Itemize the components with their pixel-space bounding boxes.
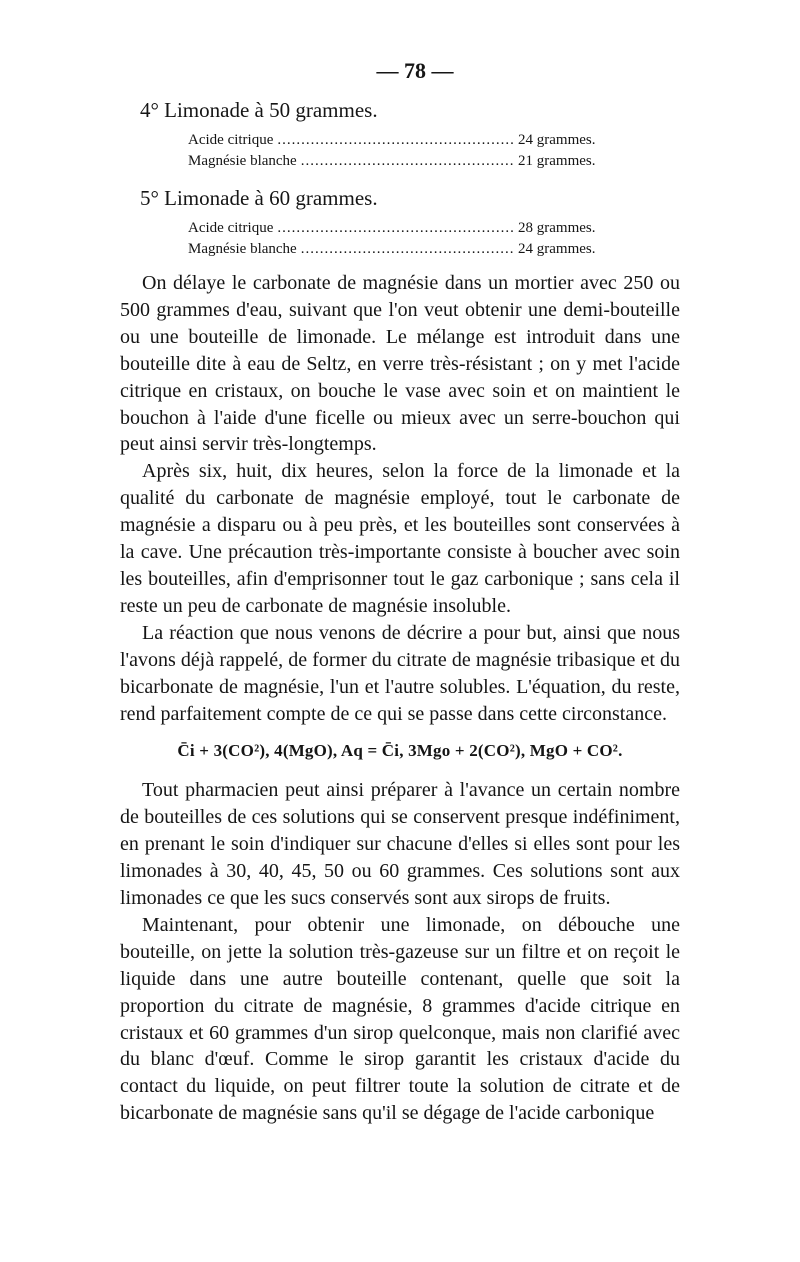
recipe-heading: 5° Limonade à 60 grammes. [140, 186, 378, 210]
ingredient-amount: 21 grammes. [518, 153, 596, 169]
ingredient-list [188, 218, 618, 260]
ingredient-row [188, 239, 618, 260]
ingredient-row [188, 130, 618, 151]
dot-leader [301, 239, 514, 260]
body-text [120, 270, 680, 1127]
ingredient-list [188, 130, 618, 172]
paragraph: Tout pharmacien peut ainsi préparer à l'avance un certain nombre de bouteilles de ces solutions qui se conservent presque indéfiniment, en prenant le soin d'indiquer sur chacune d'elles si elles sont pour les limonades à 30, 40, 45, 50 ou 60 grammes. Ces solutions sont aux limonades ce que les sucs conservés sont aux sirops de fruits. [120, 779, 680, 910]
dot-leader [301, 151, 514, 172]
dot-leader [277, 218, 514, 239]
paragraph: On délaye le carbonate de magnésie dans un mortier avec 250 ou 500 grammes d'eau, suivant que l'on veut obtenir une demi-bouteille ou une bouteille de limonade. Le mélange est introduit dans une bouteille dite à eau de Seltz, en verre très-résistant ; on y met l'acide citrique en cristaux, on bouche le vase avec soin et on maintient le bouchon à l'aide d'une ficelle ou mieux avec un serre-bouchon qui peut ainsi servir très-longtemps. [120, 272, 680, 456]
ingredient-name: Acide citrique [188, 132, 274, 148]
ingredient-name: Magnésie blanche [188, 241, 297, 257]
ingredient-amount: 28 grammes. [518, 220, 596, 236]
ingredient-amount: 24 grammes. [518, 132, 596, 148]
ingredient-name: Acide citrique [188, 220, 274, 236]
page-number: — 78 — [376, 58, 454, 83]
recipe-heading: 4° Limonade à 50 grammes. [140, 98, 378, 122]
recipe-section [120, 94, 680, 260]
document-page [120, 58, 680, 1127]
paragraph: La réaction que nous venons de décrire a pour but, ainsi que nous l'avons déjà rappelé, de former du citrate de magnésie tribasique et du bicarbonate de magnésie, l'un et l'autre solubles. L'équation, du reste, rend parfaitement compte de ce qui se passe dans cette circonstance. [120, 621, 680, 725]
ingredient-amount: 24 grammes. [518, 241, 596, 257]
dot-leader [277, 130, 514, 151]
paragraph: Après six, huit, dix heures, selon la force de la limonade et la qualité du carbonate de magnésie employé, tout le carbonate de magnésie a disparu ou à peu près, et les bouteilles sont conservées à la cave. Une précaution très-importante consiste à boucher avec soin les bouteilles, afin d'emprisonner tout le gaz carbonique ; sans cela il reste un peu de carbonate de magnésie insoluble. [120, 460, 680, 617]
ingredient-name: Magnésie blanche [188, 153, 297, 169]
chemical-equation: C̄i + 3(CO²), 4(MgO), Aq = C̄i, 3Mgo + 2(CO²), MgO + CO². [177, 741, 623, 761]
paragraph: Maintenant, pour obtenir une limonade, on débouche une bouteille, on jette la solution très-gazeuse sur un filtre et on reçoit le liquide dans une autre bouteille contenant, quelle que soit la proportion du citrate de magnésie, 8 grammes d'acide citrique en cristaux et 60 grammes d'un sirop quelconque, mais non clarifié avec du blanc d'œuf. Comme le sirop garantit les cristaux d'acide du contact du liquide, on peut filtrer toute la solution de citrate et de bicarbonate de magnésie sans qu'il se dégage de l'acide carbonique [120, 913, 680, 1125]
ingredient-row [188, 151, 618, 172]
ingredient-row [188, 218, 618, 239]
